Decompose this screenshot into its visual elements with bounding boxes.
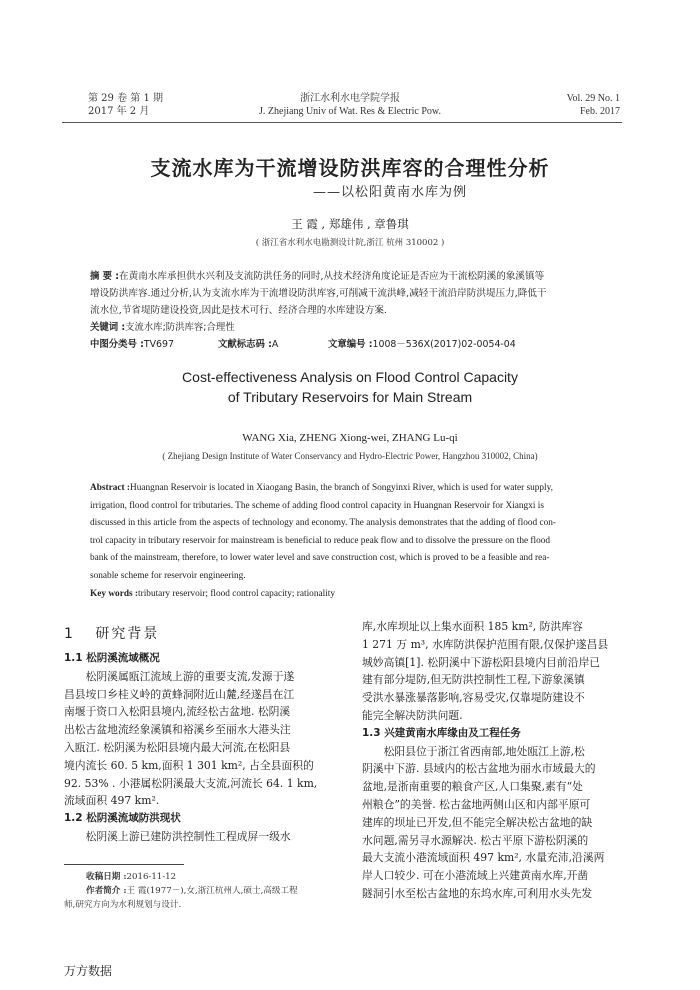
paragraph-line: 昌县垵口乡桂义岭的黄蜂洞附近山麓,经遂昌在江 xyxy=(64,687,295,701)
article-no-label: 文章编号 : xyxy=(328,339,373,350)
journal-date-en: Feb. 2017 xyxy=(580,106,620,117)
journal-volume: 第 29 卷 第 1 期 xyxy=(88,93,163,104)
paragraph-line: 1 271 万 m³, 水库防洪保护范围有限,仅保护遂昌县 xyxy=(362,637,609,651)
abstract-en xyxy=(90,480,620,603)
abstract-zh-line: 在黄南水库承担供水兴利及支流防洪任务的同时,从技术经济角度论证是否应为干流松阴溪的象溪镇等 xyxy=(119,271,545,282)
abstract-zh-line: 流水位,节省堤防建设投资,因此是技术可行、经济合理的水库建设方案. xyxy=(90,305,387,316)
journal-name-zh: 浙江水利水电学院学报 xyxy=(300,93,400,104)
received-label: 收稿日期 : xyxy=(86,872,127,882)
keywords-zh: 支流水库;防洪库容;合理性 xyxy=(125,322,235,333)
journal-name-en: J. Zhejiang Univ of Wat. Res & Electric Pow. xyxy=(259,106,441,117)
abstract-en-line: sonable scheme for reservoir engineering. xyxy=(90,570,246,581)
abstract-en-line: bank of the mainstream, therefore, to lower water level and save construction cost, which is proved to be a feasible and rea- xyxy=(90,553,550,564)
paragraph-line: 入瓯江. 松阴溪为松阳县境内最大河流,在松阳县 xyxy=(64,740,291,754)
paragraph-line: 松阴溪属瓯江流域上游的重要支流,发源于遂 xyxy=(85,669,295,683)
article-no: 1008－536X(2017)02-0054-04 xyxy=(372,339,516,350)
keywords-en: tributary reservoir; flood control capacity; rationality xyxy=(138,588,336,599)
affiliation-en: ( Zhejiang Design Institute of Water Conservancy and Hydro-Electric Power, Hangzhou 310002, China) xyxy=(162,451,538,461)
abstract-en-line: discussed in this article from the aspects of technology and economy. The analysis demonstrates that the adding of flood con- xyxy=(90,518,557,529)
paragraph-line: 建有部分堤防,但无防洪控制性工程,下游象溪镇 xyxy=(362,673,585,687)
paragraph-line: 阴溪中下游. 县域内的松古盆地为丽水市域最大的 xyxy=(362,762,596,776)
author-bio-label: 作者简介 : xyxy=(86,886,127,896)
abstract-zh xyxy=(90,268,620,353)
header-right xyxy=(567,92,620,118)
abstract-en-label: Abstract : xyxy=(90,483,131,493)
paragraph-line: 州粮仓”的美誉. 松古盆地两侧山区和内部平原可 xyxy=(362,797,591,811)
keywords-zh-label: 关键词 : xyxy=(90,322,126,333)
doc-code: A xyxy=(271,339,279,350)
paragraph-line: 南堰于资口入松阳县境内,流经松古盆地. 松阴溪 xyxy=(64,705,291,719)
abstract-en-line: trol capacity in tributary reservoir for mainstream is beneficial to reduce peak flow and to dissolve the pressure on the flood xyxy=(90,535,551,546)
paper-title: 支流水库为干流增设防洪库容的合理性分析 xyxy=(150,156,550,180)
title-en xyxy=(0,367,700,407)
paragraph-line: 出松古盆地流经象溪镇和裕溪乡至丽水大港头注 xyxy=(64,723,291,737)
header-rule xyxy=(62,122,622,123)
paragraph-line: 能完全解决防洪问题. xyxy=(362,708,463,722)
header-center xyxy=(200,92,500,118)
footnote xyxy=(64,870,340,912)
paragraph-line: 流域面积 497 km². xyxy=(64,794,160,808)
subsection-1-1: 1.1 松阴溪流域概况 xyxy=(64,652,160,664)
paragraph-line: 松阴溪上游已建防洪控制性工程成屏一级水 xyxy=(85,829,291,843)
abstract-zh-line: 增设防洪库容.通过分析,认为支流水库为干流增设防洪库容,可削减干流洪峰,减轻干流沿岸防洪堤压力,降低干 xyxy=(90,288,547,299)
journal-volume-en: Vol. 29 No. 1 xyxy=(566,93,620,104)
paragraph-line: 库,水库坝址以上集水面积 185 km², 防洪库容 xyxy=(362,620,583,633)
paragraph-line: 松阳县位于浙江省西南部,地处瓯江上游,松 xyxy=(383,744,585,758)
paragraph-line: 境内流长 60. 5 km,面积 1 301 km², 占全县面积的 xyxy=(64,758,314,772)
paragraph-line: 城妙高镇[1]. 松阴溪中下游松阳县境内目前沿岸已 xyxy=(362,655,601,669)
authors-zh: 王 霞 , 郑雄伟 , 章鲁琪 xyxy=(291,217,409,231)
paragraph-line: 最大支流小港流域面积 497 km², 水量充沛,沿溪两 xyxy=(362,851,605,865)
subsection-1-3: 1.3 兴建黄南水库缘由及工程任务 xyxy=(362,726,521,739)
keywords-en-label: Key words : xyxy=(90,588,139,599)
paragraph-line: 隧洞引水至松古盆地的东坞水库,可利用水头先发 xyxy=(362,886,593,900)
author-bio-line: 王 霞(1977－),女,浙江杭州人,硕士,高级工程 xyxy=(126,886,298,896)
subsection-1-2: 1.2 松阴溪流域防洪现状 xyxy=(64,812,181,825)
section-1-title: 研究背景 xyxy=(95,626,160,642)
left-column xyxy=(64,622,336,846)
author-bio-line: 师,研究方向为水利规划与设计. xyxy=(64,900,182,910)
title-en-line: Cost-effectiveness Analysis on Flood Control Capacity xyxy=(182,369,518,385)
clc-number: TV697 xyxy=(143,339,174,350)
affiliation-zh: ( 浙江省水利水电勘测设计院,浙江 杭州 310002 ) xyxy=(255,238,445,248)
abstract-zh-label: 摘 要 : xyxy=(90,271,120,282)
section-1-heading xyxy=(64,622,336,646)
header-left xyxy=(88,92,163,118)
paper-subtitle: ——以松阳黄南水库为例 xyxy=(312,185,467,200)
journal-date: 2017 年 2 月 xyxy=(88,106,150,117)
abstract-en-line: irrigation, flood control for tributaries. The scheme of adding flood control capacity in Huangnan Reservoir for Xiangxi is xyxy=(90,500,544,511)
paragraph-line: 受洪水暴涨暴落影响,容易受灾,仅靠堤防建设不 xyxy=(362,691,585,705)
title-en-line: of Tributary Reservoirs for Main Stream xyxy=(227,389,473,405)
paragraph-line: 岸人口较少. 可在小港流域上兴建黄南水库,开凿 xyxy=(362,869,589,883)
wanfang-watermark: 万方数据 xyxy=(64,964,113,978)
authors-en: WANG Xia, ZHENG Xiong-wei, ZHANG Lu-qi xyxy=(242,432,458,444)
doc-code-label: 文献标志码 : xyxy=(218,339,272,350)
clc-label: 中图分类号 : xyxy=(90,339,144,350)
footnote-rule xyxy=(64,864,184,865)
right-column xyxy=(362,618,634,903)
abstract-en-line: Huangnan Reservoir is located in Xiaogang Basin, the branch of Songyinxi River, which is used for water supply, xyxy=(130,483,554,493)
paragraph-line: 建库的坝址已开发,但不能完全解决松古盆地的缺 xyxy=(362,815,593,829)
received-date: 2016-11-12 xyxy=(126,872,177,882)
paragraph-line: 水问题,需另寻水源解决. 松古平原下游松阴溪的 xyxy=(362,833,589,847)
paragraph-line: 92. 53% . 小港属松阴溪最大支流,河流长 64. 1 km, xyxy=(64,776,318,790)
section-1-number: 1 xyxy=(64,626,75,642)
paragraph-line: 盆地,是浙南重要的粮食产区,人口集聚,素有“处 xyxy=(362,780,583,794)
